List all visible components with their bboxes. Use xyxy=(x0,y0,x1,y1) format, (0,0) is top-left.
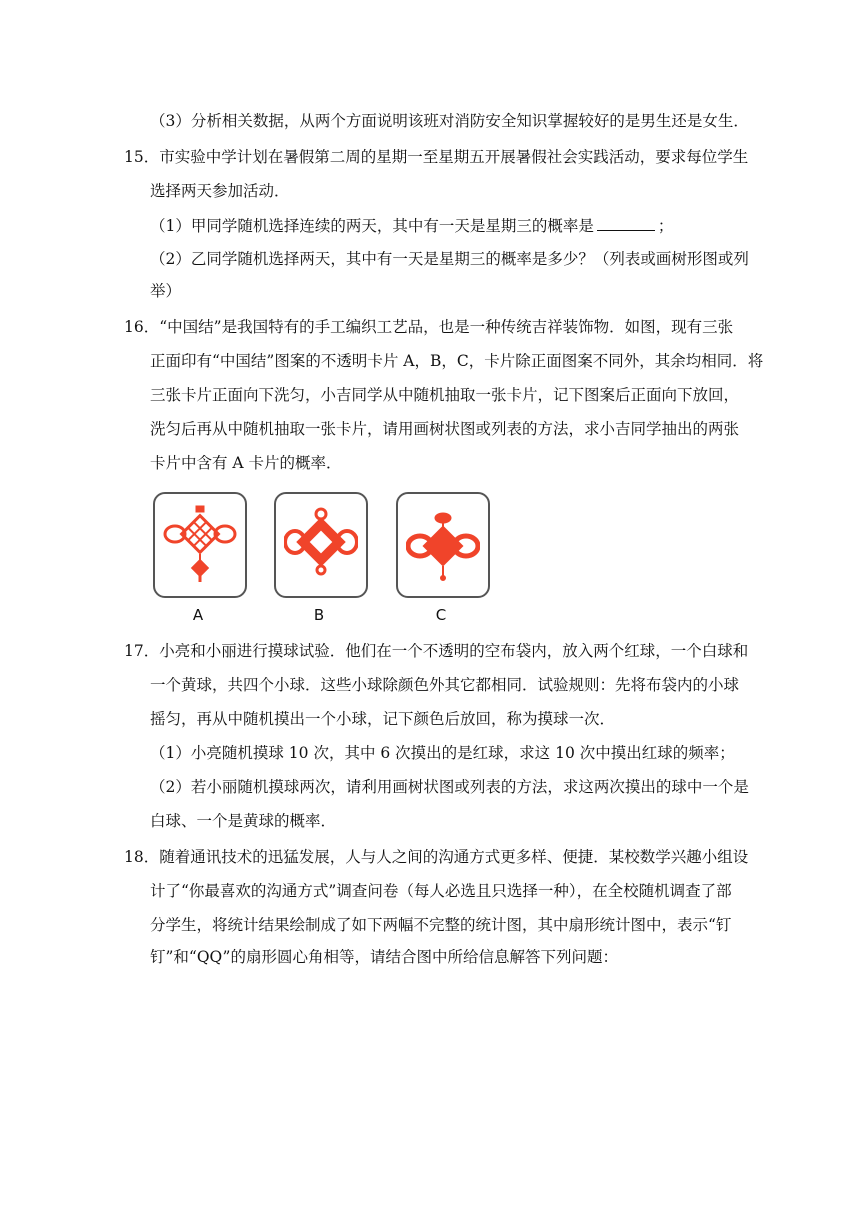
card-label-a: A xyxy=(192,606,204,624)
q15-stem-line1 xyxy=(124,146,748,168)
q16-line1 xyxy=(124,316,733,338)
q16-line3: 三张卡片正面向下洗匀，小吉同学从中随机抽取一张卡片，记下图案后正面向下放回， xyxy=(150,386,740,404)
answer-blank xyxy=(597,214,655,231)
q15-part1 xyxy=(150,214,673,237)
q15-number: 15． xyxy=(124,148,160,166)
q15-stem-line2: 选择两天参加活动． xyxy=(150,182,290,200)
q17-line3: 摇匀，再从中随机摸出一个小球，记下颜色后放回，称为摸球一次． xyxy=(150,710,616,728)
q15-stem-text1: 市实验中学计划在暑假第二周的星期一至星期五开展暑假社会实践活动，要求每位学生 xyxy=(159,148,749,166)
q15-part2-line2: 举） xyxy=(150,282,182,300)
q17-part2-line1: （2）若小丽随机摸球两次，请利用画树状图或列表的方法，求这两次摸出的球中一个是 xyxy=(150,778,749,796)
q16-line5: 卡片中含有 A 卡片的概率． xyxy=(150,454,342,472)
card-c xyxy=(396,492,490,598)
chinese-knot-icon xyxy=(284,504,358,584)
q14-part3: （3）分析相关数据，从两个方面说明该班对消防安全知识掌握较好的是男生还是女生． xyxy=(150,112,749,130)
card-label-c: C xyxy=(435,606,447,624)
q18-line1 xyxy=(124,846,748,868)
q17-part1: （1）小亮随机摸球 10 次，其中 6 次摸出的是红球，求这 10 次中摸出红球的频率； xyxy=(150,744,735,762)
q16-text1: “中国结”是我国特有的手工编织工艺品，也是一种传统吉祥装饰物．如图，现有三张 xyxy=(159,318,734,336)
card-a xyxy=(153,492,247,598)
q17-text1: 小亮和小丽进行摸球试验．他们在一个不透明的空布袋内，放入两个红球，一个白球和 xyxy=(159,642,749,660)
card-label-b: B xyxy=(313,606,325,624)
q18-line4: 钉”和“QQ”的扇形圆心角相等，请结合图中所给信息解答下列问题： xyxy=(150,948,618,966)
chinese-knot-icon xyxy=(406,504,480,584)
chinese-knot-icon xyxy=(163,504,237,584)
q16-line4: 洗匀后再从中随机抽取一张卡片，请用画树状图或列表的方法，求小吉同学抽出的两张 xyxy=(150,420,740,438)
q15-part2-line1: （2）乙同学随机选择两天，其中有一天是星期三的概率是多少？（列表或画树形图或列 xyxy=(150,250,749,268)
q15-part1-end: ； xyxy=(657,217,674,235)
q18-line2: 计了“你最喜欢的沟通方式”调查问卷（每人必选且只选择一种），在全校随机调查了部 xyxy=(150,882,732,900)
q15-part1-text: （1）甲同学随机选择连续的两天，其中有一天是星期三的概率是 xyxy=(150,217,594,235)
q18-text1: 随着通讯技术的迅猛发展，人与人之间的沟通方式更多样、便捷．某校数学兴趣小组设 xyxy=(159,848,749,866)
q18-number: 18． xyxy=(124,848,160,866)
q16-line2: 正面印有“中国结”图案的不透明卡片 A，B，C，卡片除正面图案不同外，其余均相同．将 xyxy=(150,352,764,370)
q17-number: 17． xyxy=(124,642,160,660)
q17-line1 xyxy=(124,640,748,662)
q16-number: 16． xyxy=(124,318,160,336)
q18-line3: 分学生，将统计结果绘制成了如下两幅不完整的统计图，其中扇形统计图中，表示“钉 xyxy=(150,916,732,934)
card-b xyxy=(274,492,368,598)
q17-part2-line2: 白球、一个是黄球的概率． xyxy=(150,812,337,830)
q17-line2: 一个黄球，共四个小球．这些小球除颜色外其它都相同．试验规则：先将布袋内的小球 xyxy=(150,676,740,694)
